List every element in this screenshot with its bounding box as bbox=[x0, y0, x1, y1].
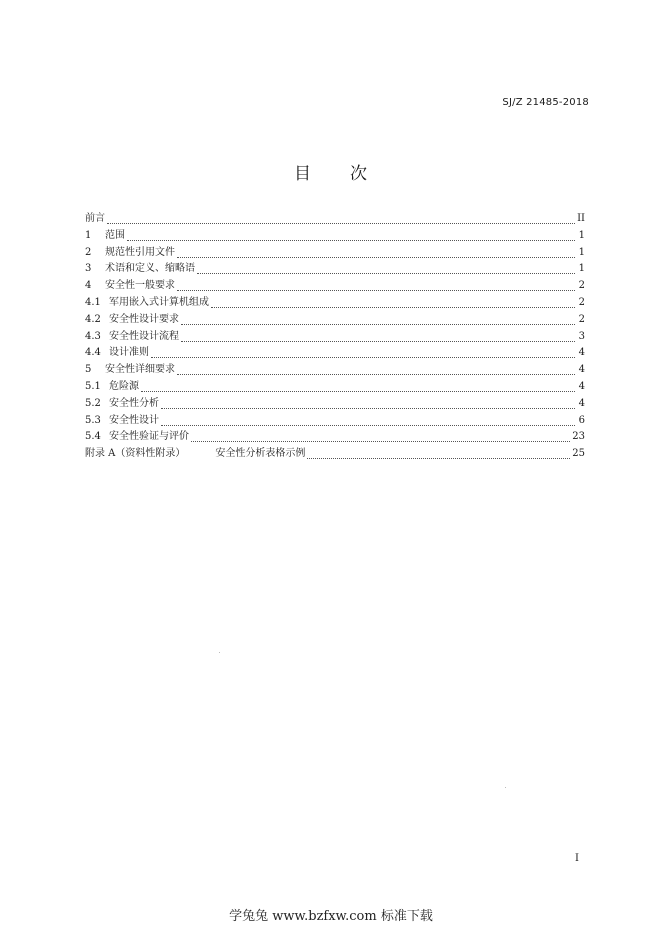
toc-label: 安全性设计流程 bbox=[109, 330, 179, 342]
toc-page: II bbox=[577, 213, 585, 224]
toc-entry-3[interactable] bbox=[85, 261, 585, 278]
toc-page: 3 bbox=[578, 330, 585, 342]
toc-page: 1 bbox=[578, 246, 585, 258]
toc-leader-dots bbox=[177, 279, 575, 291]
toc-entry-appendix-a[interactable] bbox=[85, 446, 585, 463]
toc-entry-5-1[interactable] bbox=[85, 379, 585, 396]
toc-entry-5-3[interactable] bbox=[85, 413, 585, 430]
toc-entry-2[interactable] bbox=[85, 245, 585, 262]
toc-number: 4.4 bbox=[85, 347, 101, 359]
toc-number: 5.2 bbox=[85, 397, 101, 409]
toc-entry-foreword[interactable] bbox=[85, 211, 585, 228]
toc-entry-5[interactable] bbox=[85, 362, 585, 379]
toc-page: 4 bbox=[578, 380, 585, 392]
toc-label: 范围 bbox=[105, 229, 125, 241]
toc-label: 附录 A（资料性附录） bbox=[85, 448, 186, 460]
toc-page: 1 bbox=[578, 229, 585, 241]
table-of-contents bbox=[85, 211, 585, 463]
toc-entry-4-1[interactable] bbox=[85, 295, 585, 312]
toc-label: 安全性设计要求 bbox=[109, 313, 179, 325]
scan-speck bbox=[505, 787, 506, 788]
toc-leader-dots bbox=[141, 380, 575, 392]
toc-leader-dots bbox=[177, 246, 575, 258]
toc-leader-dots bbox=[197, 262, 575, 274]
toc-number: 4.1 bbox=[85, 296, 101, 308]
toc-label: 术语和定义、缩略语 bbox=[105, 263, 195, 275]
toc-number: 5.4 bbox=[85, 431, 101, 443]
toc-label: 军用嵌入式计算机组成 bbox=[109, 296, 209, 308]
toc-leader-dots bbox=[211, 296, 575, 308]
toc-number: 3 bbox=[85, 263, 92, 275]
page-title bbox=[0, 159, 662, 184]
toc-page: 4 bbox=[578, 364, 585, 376]
toc-leader-dots bbox=[177, 363, 575, 375]
toc-label: 设计准则 bbox=[109, 347, 149, 359]
toc-label: 安全性验证与评价 bbox=[109, 431, 189, 443]
toc-entry-1[interactable] bbox=[85, 228, 585, 245]
toc-number: 4.3 bbox=[85, 330, 101, 342]
toc-leader-dots bbox=[107, 212, 575, 224]
toc-page: 4 bbox=[578, 347, 585, 359]
toc-page: 25 bbox=[572, 448, 585, 460]
toc-label: 安全性设计 bbox=[109, 414, 159, 426]
toc-page: 1 bbox=[578, 263, 585, 275]
toc-page: 2 bbox=[578, 313, 585, 325]
toc-entry-5-2[interactable] bbox=[85, 396, 585, 413]
toc-number: 5 bbox=[85, 364, 92, 376]
toc-label: 安全性分析 bbox=[109, 397, 159, 409]
toc-number: 1 bbox=[85, 229, 92, 241]
toc-page: 2 bbox=[578, 296, 585, 308]
toc-label: 安全性一般要求 bbox=[105, 280, 175, 292]
toc-label: 危险源 bbox=[109, 380, 139, 392]
toc-label: 前言 bbox=[85, 213, 105, 224]
toc-entry-4-3[interactable] bbox=[85, 329, 585, 346]
toc-leader-dots bbox=[127, 229, 575, 241]
toc-label-secondary: 安全性分析表格示例 bbox=[215, 448, 306, 460]
toc-leader-dots bbox=[181, 313, 575, 325]
toc-entry-4[interactable] bbox=[85, 278, 585, 295]
toc-leader-dots bbox=[161, 397, 575, 409]
toc-leader-dots bbox=[307, 447, 570, 459]
page-number: I bbox=[575, 853, 579, 864]
toc-leader-dots bbox=[151, 346, 575, 358]
scan-speck bbox=[219, 652, 220, 653]
watermark-text: 学兔兔 www.bzfxw.com 标准下载 bbox=[229, 909, 433, 924]
toc-entry-5-4[interactable] bbox=[85, 429, 585, 446]
toc-number: 5.1 bbox=[85, 380, 101, 392]
toc-number: 2 bbox=[85, 246, 92, 258]
toc-number: 5.3 bbox=[85, 414, 101, 426]
toc-page: 4 bbox=[578, 397, 585, 409]
toc-number: 4 bbox=[85, 280, 92, 292]
toc-leader-dots bbox=[181, 330, 575, 342]
title-part-1: 目 bbox=[294, 164, 312, 184]
document-code: SJ/Z 21485-2018 bbox=[502, 97, 589, 108]
toc-label: 安全性详细要求 bbox=[105, 364, 175, 376]
toc-page: 6 bbox=[578, 414, 585, 426]
toc-leader-dots bbox=[161, 414, 575, 426]
toc-label: 规范性引用文件 bbox=[105, 246, 175, 258]
title-part-2: 次 bbox=[350, 164, 368, 184]
toc-leader-dots bbox=[191, 430, 570, 442]
toc-page: 23 bbox=[572, 431, 585, 443]
toc-entry-4-2[interactable] bbox=[85, 312, 585, 329]
toc-entry-4-4[interactable] bbox=[85, 345, 585, 362]
toc-number: 4.2 bbox=[85, 313, 101, 325]
toc-page: 2 bbox=[578, 280, 585, 292]
